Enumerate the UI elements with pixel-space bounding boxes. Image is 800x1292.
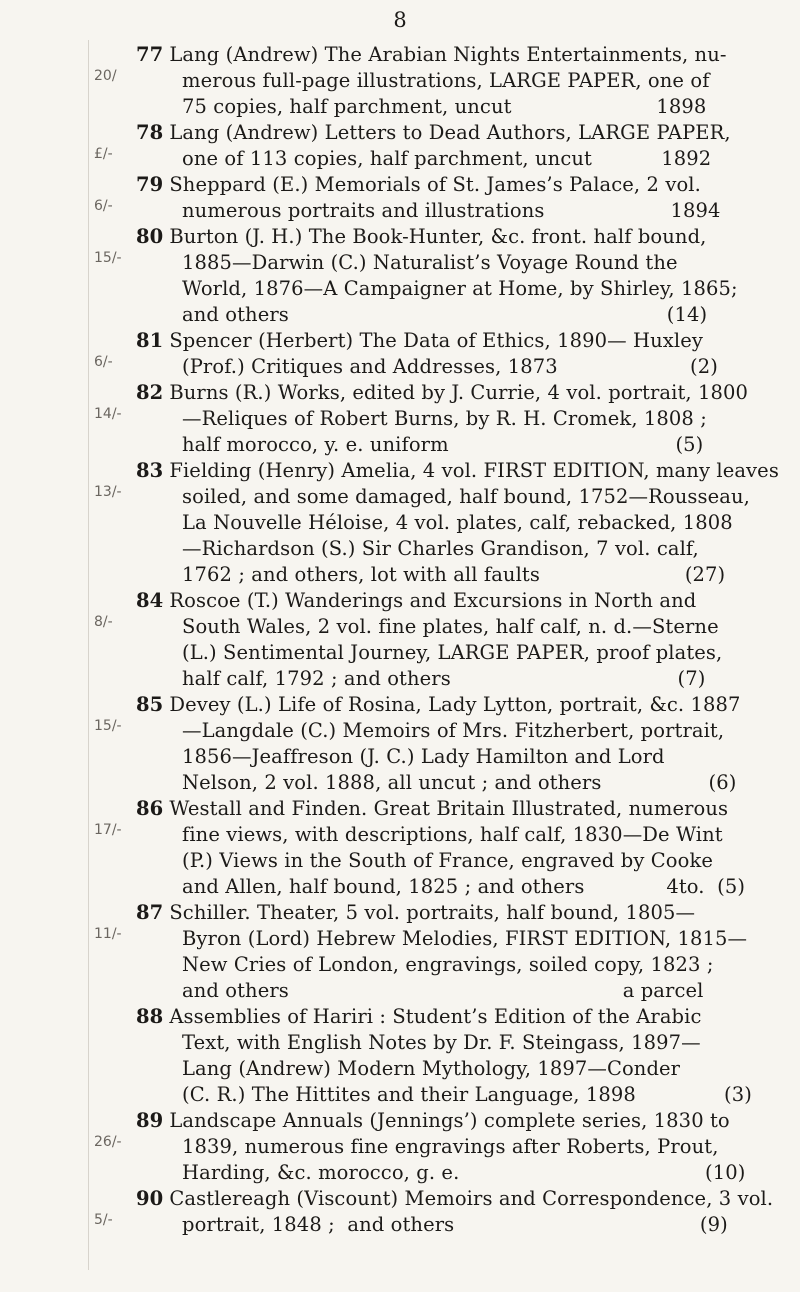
lot-number: 89 — [136, 1109, 164, 1132]
lot-line — [138, 1160, 783, 1186]
lot-text: Schiller. Theater, 5 vol. portraits, half bound, 1805— — [169, 901, 696, 924]
lot-text: one of 113 copies, half parchment, uncut 1892 — [182, 147, 712, 170]
lot-line — [138, 666, 783, 692]
lot-number: 80 — [136, 225, 164, 248]
lot-text: Sheppard (E.) Memorials of St. James’s Palace, 2 vol. — [169, 173, 701, 196]
lot-text: 1762 ; and others, lot with all faults (27) — [182, 563, 726, 586]
lot-line — [138, 978, 783, 1004]
lot-line — [138, 848, 783, 874]
lot-text: and others (14) — [182, 303, 708, 326]
lot-text: 1856—Jeaffreson (J. C.) Lady Hamilton and Lord — [182, 745, 665, 768]
lot-text: Spencer (Herbert) The Data of Ethics, 1890— Huxley — [169, 329, 703, 352]
lot-text: Nelson, 2 vol. 1888, all uncut ; and others (6) — [182, 771, 737, 794]
lot-text: half calf, 1792 ; and others (7) — [182, 667, 706, 690]
lot-entry — [138, 1004, 783, 1108]
lot-line — [138, 640, 783, 666]
lot-heading-line — [136, 1108, 783, 1134]
lot-entry — [94, 380, 783, 458]
lot-text: Byron (Lord) Hebrew Melodies, FIRST EDITION, 1815— — [182, 927, 748, 950]
lot-heading-line — [136, 172, 783, 198]
lot-price: 6/- — [94, 354, 113, 370]
lot-text: —Reliques of Robert Burns, by R. H. Cromek, 1808 ; — [182, 407, 707, 430]
lot-price: 13/- — [94, 484, 122, 500]
lot-heading-line — [136, 380, 783, 406]
lot-number: 86 — [136, 797, 164, 820]
lot-number: 84 — [136, 589, 164, 612]
lot-entry — [94, 1108, 783, 1186]
lot-heading-line — [136, 458, 783, 484]
lot-text: (P.) Views in the South of France, engraved by Cooke — [182, 849, 714, 872]
lot-line — [138, 94, 783, 120]
lot-line — [138, 68, 783, 94]
lot-entry — [94, 172, 783, 224]
lot-heading-line — [136, 900, 783, 926]
lot-heading-line — [136, 588, 783, 614]
lot-number: 85 — [136, 693, 164, 716]
lot-line — [138, 926, 783, 952]
lot-text: —Langdale (C.) Memoirs of Mrs. Fitzherbert, portrait, — [182, 719, 725, 742]
lot-line — [138, 718, 783, 744]
page-number: 8 — [393, 8, 407, 32]
lot-text: (L.) Sentimental Journey, LARGE PAPER, proof plates, — [182, 641, 723, 664]
lot-text: (C. R.) The Hittites and their Language, 1898 (3) — [182, 1083, 752, 1106]
lot-text: 1839, numerous fine engravings after Roberts, Prout, — [182, 1135, 719, 1158]
lot-entry — [94, 588, 783, 692]
lot-line — [138, 1082, 783, 1108]
lot-text: 75 copies, half parchment, uncut 1898 — [182, 95, 707, 118]
lot-price: 15/- — [94, 250, 122, 266]
lot-entry — [94, 328, 783, 380]
lot-number: 81 — [136, 329, 164, 352]
lot-heading-line — [136, 120, 783, 146]
lot-text: Burton (J. H.) The Book-Hunter, &c. front. half bound, — [169, 225, 707, 248]
lot-entry — [94, 42, 783, 120]
lot-text: Roscoe (T.) Wanderings and Excursions in North and — [169, 589, 697, 612]
lot-line — [138, 250, 783, 276]
lot-heading-line — [136, 224, 783, 250]
lot-text: Lang (Andrew) Modern Mythology, 1897—Conder — [182, 1057, 681, 1080]
lot-price: 8/- — [94, 614, 113, 630]
lot-price: 5/- — [94, 1212, 113, 1228]
lot-heading-line — [136, 42, 783, 68]
lot-line — [138, 1212, 783, 1238]
lot-text: portrait, 1848 ; and others (9) — [182, 1213, 728, 1236]
lot-text: (Prof.) Critiques and Addresses, 1873 (2) — [182, 355, 718, 378]
lot-line — [138, 1030, 783, 1056]
lot-line — [138, 510, 783, 536]
lot-entry — [94, 224, 783, 328]
lot-price: £/- — [94, 146, 113, 162]
lot-line — [138, 484, 783, 510]
lot-line — [138, 1134, 783, 1160]
lot-entry — [94, 692, 783, 796]
lot-text: soiled, and some damaged, half bound, 1752—Rousseau, — [182, 485, 750, 508]
lot-text: Burns (R.) Works, edited by J. Currie, 4 vol. portrait, 1800 — [169, 381, 749, 404]
lot-text: Lang (Andrew) Letters to Dead Authors, LARGE PAPER, — [169, 121, 731, 144]
lot-number: 79 — [136, 173, 164, 196]
lot-text: half morocco, y. e. uniform (5) — [182, 433, 704, 456]
lot-text: Assemblies of Hariri : Student’s Edition of the Arabic — [169, 1005, 702, 1028]
lot-number: 78 — [136, 121, 164, 144]
lot-text: Text, with English Notes by Dr. F. Steingass, 1897— — [182, 1031, 701, 1054]
lot-text: numerous portraits and illustrations 1894 — [182, 199, 721, 222]
lot-heading-line — [136, 1186, 783, 1212]
lot-line — [138, 276, 783, 302]
lot-text: World, 1876—A Campaigner at Home, by Shirley, 1865; — [182, 277, 738, 300]
lot-price: 15/- — [94, 718, 122, 734]
lot-heading-line — [136, 796, 783, 822]
lot-line — [138, 198, 783, 224]
lot-number: 87 — [136, 901, 164, 924]
lot-price: 20/ — [94, 68, 117, 84]
lot-number: 82 — [136, 381, 164, 404]
lot-text: Castlereagh (Viscount) Memoirs and Correspondence, 3 vol. — [169, 1187, 774, 1210]
lot-text: Devey (L.) Life of Rosina, Lady Lytton, portrait, &c. 1887 — [169, 693, 741, 716]
lot-line — [138, 1056, 783, 1082]
margin-rule — [88, 40, 89, 1270]
lot-text: La Nouvelle Héloise, 4 vol. plates, calf, rebacked, 1808 — [182, 511, 733, 534]
lot-number: 83 — [136, 459, 164, 482]
lot-entry — [94, 1186, 783, 1238]
lot-line — [138, 354, 783, 380]
lot-text: and others a parcel — [182, 979, 704, 1002]
lot-text: Landscape Annuals (Jennings’) complete series, 1830 to — [169, 1109, 730, 1132]
lot-line — [138, 536, 783, 562]
lot-text: Westall and Finden. Great Britain Illustrated, numerous — [169, 797, 729, 820]
lot-line — [138, 744, 783, 770]
lot-line — [138, 406, 783, 432]
lot-text: South Wales, 2 vol. fine plates, half calf, n. d.—Sterne — [182, 615, 719, 638]
lot-heading-line — [136, 328, 783, 354]
lot-line — [138, 562, 783, 588]
lot-entry — [94, 900, 783, 1004]
lot-price: 17/- — [94, 822, 122, 838]
lot-number: 77 — [136, 43, 164, 66]
lot-heading-line — [136, 692, 783, 718]
lot-line — [138, 770, 783, 796]
lot-number: 88 — [136, 1005, 164, 1028]
lot-line — [138, 432, 783, 458]
lot-entry — [94, 458, 783, 588]
lot-price: 6/- — [94, 198, 113, 214]
lot-heading-line — [136, 1004, 783, 1030]
lot-text: Fielding (Henry) Amelia, 4 vol. FIRST EDITION, many leaves — [169, 459, 779, 482]
lot-line — [138, 146, 783, 172]
lot-line — [138, 614, 783, 640]
lot-line — [138, 302, 783, 328]
catalogue-list — [94, 42, 783, 1238]
lot-text: fine views, with descriptions, half calf, 1830—De Wint — [182, 823, 723, 846]
lot-price: 11/- — [94, 926, 122, 942]
lot-price: 26/- — [94, 1134, 122, 1150]
lot-text: Lang (Andrew) The Arabian Nights Entertainments, nu- — [169, 43, 727, 66]
lot-line — [138, 874, 783, 900]
lot-text: merous full-page illustrations, LARGE PAPER, one of — [182, 69, 710, 92]
lot-text: and Allen, half bound, 1825 ; and others 4to. (5) — [182, 875, 746, 898]
lot-price: 14/- — [94, 406, 122, 422]
lot-entry — [94, 120, 783, 172]
lot-text: New Cries of London, engravings, soiled copy, 1823 ; — [182, 953, 714, 976]
lot-entry — [94, 796, 783, 900]
lot-text: 1885—Darwin (C.) Naturalist’s Voyage Round the — [182, 251, 678, 274]
lot-line — [138, 952, 783, 978]
lot-text: —Richardson (S.) Sir Charles Grandison, 7 vol. calf, — [182, 537, 699, 560]
lot-text: Harding, &c. morocco, g. e. (10) — [182, 1161, 746, 1184]
lot-line — [138, 822, 783, 848]
lot-number: 90 — [136, 1187, 164, 1210]
